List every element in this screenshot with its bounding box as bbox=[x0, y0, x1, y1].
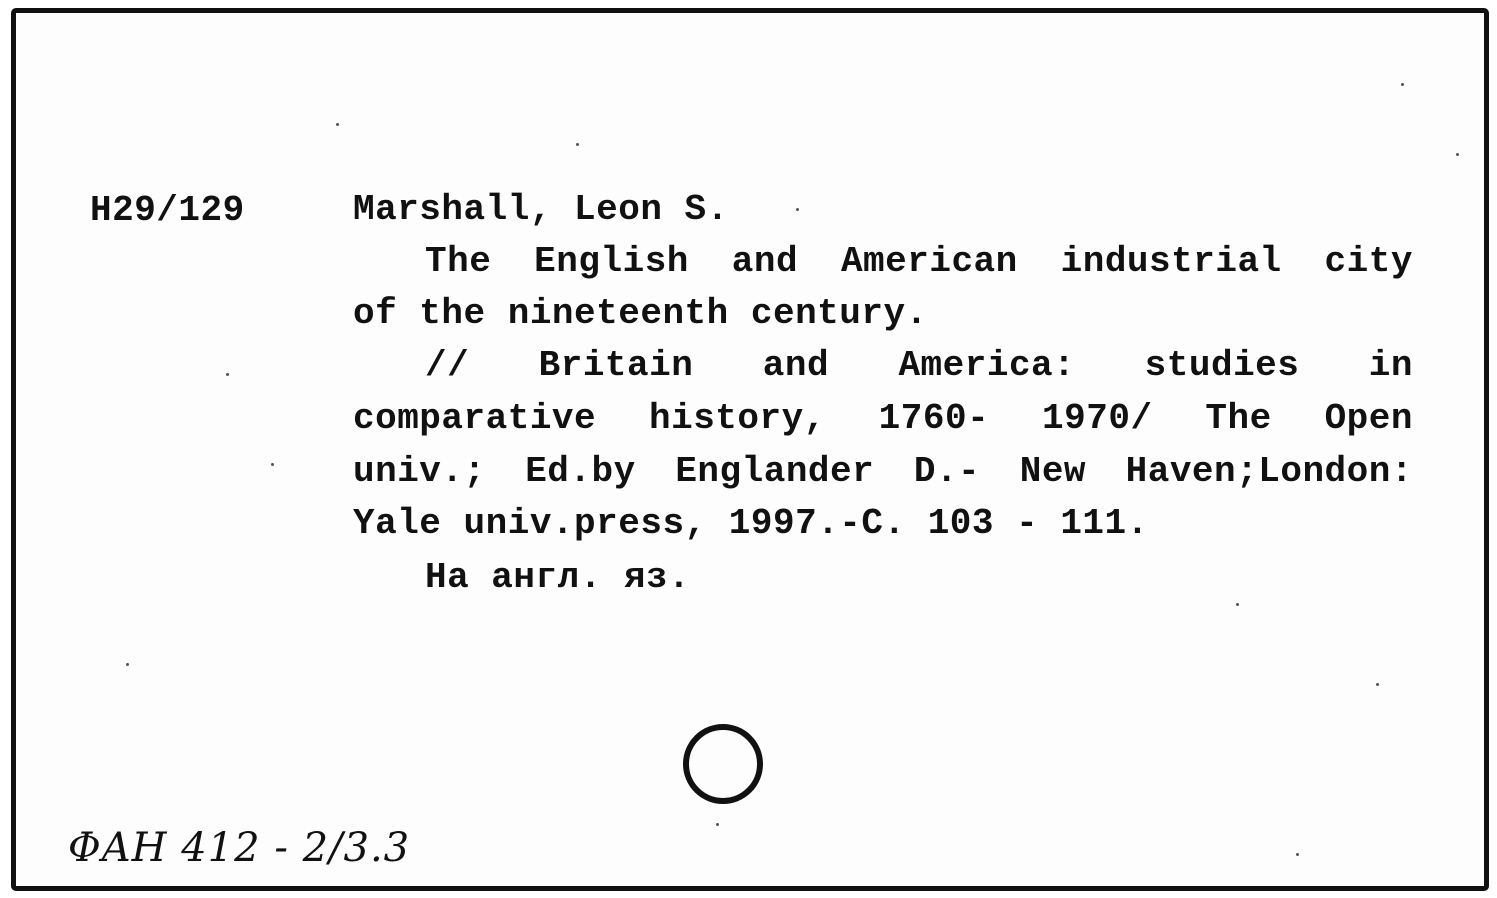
handwritten-shelfmark: ΦAH 412 - 2/3.3 bbox=[68, 825, 411, 871]
title-line-2: of the nineteenth century. bbox=[353, 293, 928, 334]
scan-speck bbox=[271, 463, 274, 466]
title-line-1 bbox=[425, 242, 1413, 282]
source-word: studies bbox=[1144, 345, 1300, 386]
title-word: English bbox=[534, 241, 689, 282]
source-word: Haven;London: bbox=[1125, 451, 1413, 492]
scan-speck bbox=[576, 143, 579, 146]
call-number: H29/129 bbox=[90, 190, 245, 231]
scan-speck bbox=[796, 208, 799, 211]
source-word: D.- bbox=[913, 451, 981, 492]
source-word: in bbox=[1368, 345, 1413, 386]
source-word: America: bbox=[898, 345, 1076, 386]
source-word: comparative bbox=[353, 398, 597, 439]
scan-speck bbox=[1456, 153, 1459, 156]
language-note: На англ. яз. bbox=[425, 557, 691, 598]
source-word: Ed.by bbox=[525, 451, 636, 492]
scan-speck bbox=[336, 123, 339, 126]
scan-speck bbox=[1236, 603, 1239, 606]
source-word: New bbox=[1019, 451, 1087, 492]
title-word: city bbox=[1324, 241, 1413, 282]
source-line-2 bbox=[353, 399, 1413, 439]
title-word: American bbox=[840, 241, 1018, 282]
scan-speck bbox=[126, 663, 129, 666]
source-word: The bbox=[1205, 398, 1272, 439]
title-word: and bbox=[731, 241, 799, 282]
scan-speck bbox=[1376, 683, 1379, 686]
scan-speck bbox=[1296, 853, 1299, 856]
scan-speck bbox=[226, 373, 229, 376]
source-word: Englander bbox=[675, 451, 875, 492]
punch-hole bbox=[683, 724, 763, 804]
source-line-4: Yale univ.press, 1997.-C. 103 - 111. bbox=[353, 503, 1149, 544]
source-line-3 bbox=[353, 452, 1413, 492]
source-word: 1970/ bbox=[1042, 398, 1153, 439]
source-word: Open bbox=[1324, 398, 1413, 439]
catalog-card bbox=[11, 8, 1489, 891]
scan-speck bbox=[716, 823, 719, 826]
source-line-1 bbox=[425, 346, 1413, 386]
source-word: // bbox=[425, 345, 470, 386]
source-word: 1760- bbox=[878, 398, 990, 439]
source-word: and bbox=[762, 345, 830, 386]
source-word: univ.; bbox=[353, 451, 486, 492]
source-word: history, bbox=[648, 398, 826, 439]
title-word: The bbox=[425, 241, 492, 282]
title-word: industrial bbox=[1060, 241, 1282, 282]
author-line: Marshall, Leon S. bbox=[353, 189, 729, 230]
scan-speck bbox=[1401, 83, 1404, 86]
source-word: Britain bbox=[538, 345, 694, 386]
